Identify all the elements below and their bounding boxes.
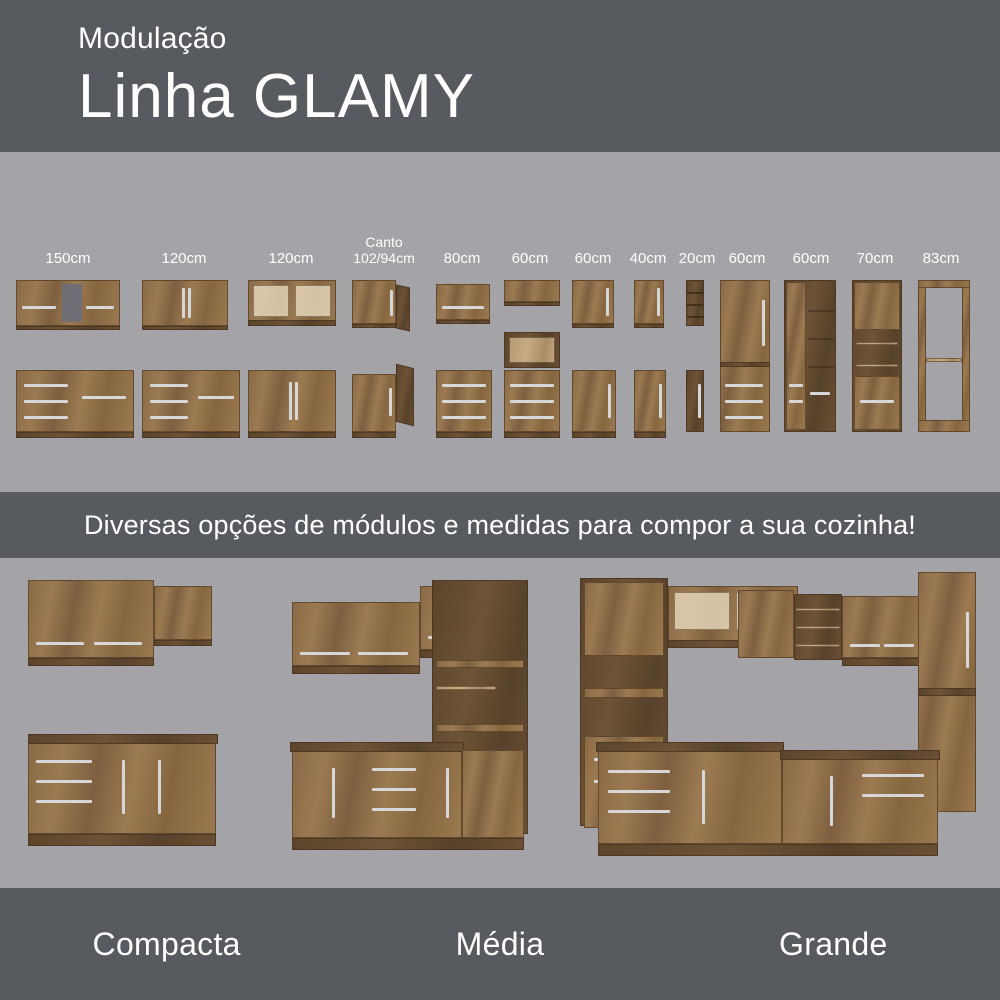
module-sizes-strip bbox=[0, 152, 1000, 492]
page-title: Linha GLAMY bbox=[78, 62, 475, 131]
page-header bbox=[0, 0, 1000, 152]
module-upper-120cm-a[interactable] bbox=[142, 280, 228, 330]
module-tall-83cm[interactable] bbox=[918, 280, 976, 438]
module-item-70cm[interactable] bbox=[846, 250, 904, 267]
module-label: 80cm bbox=[443, 250, 481, 267]
module-lower-120cm-b[interactable] bbox=[248, 370, 338, 438]
promo-banner bbox=[0, 492, 1000, 558]
module-lower-60cm-b[interactable] bbox=[572, 370, 622, 438]
module-upper-canto[interactable] bbox=[352, 280, 428, 332]
module-lower-canto[interactable] bbox=[352, 366, 432, 438]
module-upper-40cm[interactable] bbox=[634, 280, 668, 330]
module-item-20cm[interactable] bbox=[672, 250, 722, 267]
module-item-60cm-b[interactable] bbox=[564, 250, 622, 267]
config-label-compacta: Compacta bbox=[92, 925, 241, 962]
module-item-80cm[interactable] bbox=[432, 250, 492, 267]
module-label: 70cm bbox=[856, 250, 894, 267]
module-item-60cm-a[interactable] bbox=[500, 250, 560, 267]
module-upper-60cm-a[interactable] bbox=[504, 280, 564, 326]
module-upper-150cm[interactable] bbox=[16, 280, 120, 330]
module-upper-20cm[interactable] bbox=[686, 280, 708, 330]
module-label: 60cm bbox=[792, 250, 830, 267]
module-lower-80cm[interactable] bbox=[436, 370, 496, 438]
kitchen-compacta[interactable] bbox=[18, 580, 308, 870]
header-subtitle: Modulação bbox=[78, 22, 227, 55]
module-upper-80cm[interactable] bbox=[436, 284, 494, 328]
promo-banner-text: Diversas opções de módulos e medidas para compor a sua cozinha! bbox=[83, 509, 917, 540]
module-label: 60cm bbox=[511, 250, 549, 267]
module-item-60cm-tall-open[interactable] bbox=[782, 250, 840, 267]
module-label: 150cm bbox=[45, 250, 91, 267]
module-label: 20cm bbox=[678, 250, 716, 267]
module-lower-120cm-a[interactable] bbox=[142, 370, 242, 438]
module-upper-60cm-b[interactable] bbox=[572, 280, 618, 330]
module-lower-40cm[interactable] bbox=[634, 370, 672, 438]
kitchen-grande[interactable] bbox=[562, 568, 982, 878]
module-label: 60cm bbox=[728, 250, 766, 267]
module-item-canto[interactable] bbox=[340, 234, 428, 266]
config-label-grande: Grande bbox=[779, 925, 888, 962]
module-label: 60cm bbox=[574, 250, 612, 267]
module-label: 120cm bbox=[161, 250, 207, 267]
module-tall-open-60cm[interactable] bbox=[784, 280, 842, 438]
configuration-labels bbox=[0, 888, 1000, 1000]
module-label-secondary: 102/94cm bbox=[353, 250, 415, 266]
module-item-60cm-tall[interactable] bbox=[718, 250, 776, 267]
module-item-83cm[interactable] bbox=[910, 250, 972, 267]
module-label: 40cm bbox=[629, 250, 667, 267]
module-item-120cm-b[interactable] bbox=[246, 250, 336, 267]
module-item-120cm-a[interactable] bbox=[140, 250, 228, 267]
module-lower-150cm[interactable] bbox=[16, 370, 136, 438]
config-label-media: Média bbox=[455, 925, 545, 962]
module-lower-60cm-a[interactable] bbox=[504, 370, 564, 438]
module-item-150cm[interactable] bbox=[16, 250, 120, 267]
module-open-shelf-60cm[interactable] bbox=[504, 332, 564, 372]
module-lower-20cm[interactable] bbox=[686, 370, 708, 438]
kitchen-media[interactable] bbox=[286, 574, 586, 874]
module-label: Canto bbox=[365, 234, 403, 250]
module-tall-70cm[interactable] bbox=[852, 280, 908, 438]
module-tall-60cm[interactable] bbox=[720, 280, 776, 438]
module-upper-120cm-glass[interactable] bbox=[248, 280, 338, 330]
module-label: 83cm bbox=[922, 250, 960, 267]
kitchen-configurations bbox=[0, 558, 1000, 888]
module-item-40cm[interactable] bbox=[622, 250, 674, 267]
module-label: 120cm bbox=[268, 250, 314, 267]
